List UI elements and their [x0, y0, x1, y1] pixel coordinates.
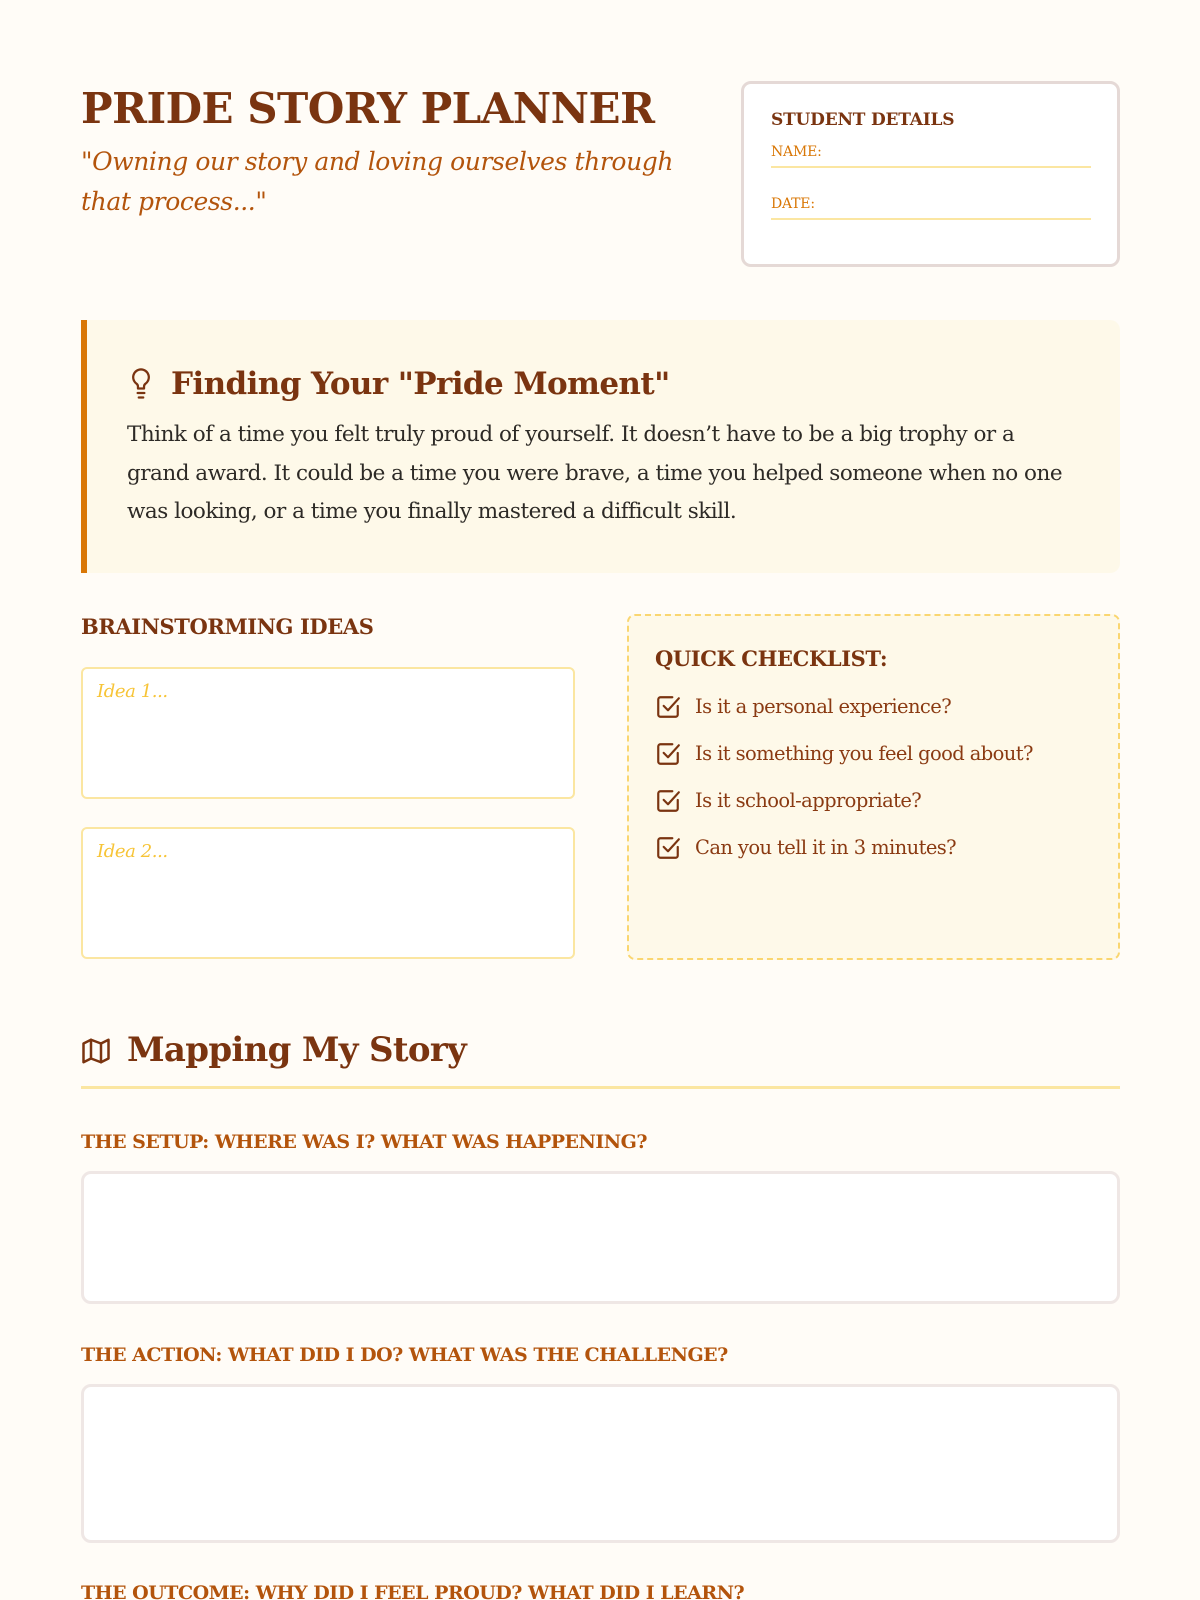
- page-title: PRIDE STORY PLANNER: [81, 84, 655, 133]
- checklist-item[interactable]: [655, 730, 1092, 777]
- checkbox-checked-icon: [655, 788, 681, 814]
- map-icon: [81, 1036, 111, 1066]
- date-label: DATE:: [771, 196, 815, 212]
- brainstorming-title: BRAINSTORMING IDEAS: [81, 614, 374, 639]
- setup-answer-box[interactable]: [81, 1171, 1120, 1304]
- setup-question-label: THE SETUP: WHERE WAS I? WHAT WAS HAPPENING?: [81, 1131, 648, 1153]
- idea-1-placeholder: Idea 1...: [97, 681, 168, 702]
- checklist-item-label: Is it school-appropriate?: [695, 789, 922, 812]
- name-label: NAME:: [771, 144, 822, 160]
- student-details-title: STUDENT DETAILS: [771, 110, 955, 130]
- checkbox-checked-icon: [655, 694, 681, 720]
- mapping-section-header: [81, 1027, 1120, 1089]
- checkbox-checked-icon: [655, 741, 681, 767]
- date-field[interactable]: [771, 196, 1091, 220]
- action-answer-box[interactable]: [81, 1384, 1120, 1543]
- pride-moment-text: Think of a time you felt truly proud of yourself. It doesn’t have to be a big trophy or a grand award. It could be a time you were brave, a time you helped someone when no one was looking, or a time you finally mastered a difficult skill.: [127, 422, 1063, 524]
- pride-moment-callout: [81, 320, 1120, 573]
- student-details-card: [741, 81, 1120, 267]
- checklist-item[interactable]: [655, 683, 1092, 730]
- lightbulb-icon: [127, 366, 155, 402]
- checklist-item-label: Can you tell it in 3 minutes?: [695, 836, 957, 859]
- idea-1-input[interactable]: [81, 667, 575, 799]
- action-question-label: THE ACTION: WHAT DID I DO? WHAT WAS THE CHALLENGE?: [81, 1344, 728, 1366]
- quick-checklist: [627, 614, 1120, 960]
- checklist-item-label: Is it a personal experience?: [695, 695, 952, 718]
- checklist-item-label: Is it something you feel good about?: [695, 742, 1033, 765]
- outcome-question-label: THE OUTCOME: WHY DID I FEEL PROUD? WHAT DID I LEARN?: [81, 1582, 745, 1600]
- idea-2-input[interactable]: [81, 827, 575, 959]
- pride-moment-title: Finding Your "Pride Moment": [171, 366, 670, 402]
- worksheet-page: [81, 0, 1120, 1600]
- mapping-title: Mapping My Story: [127, 1030, 467, 1070]
- page-subtitle-quote: "Owning our story and loving ourselves through that process...": [81, 147, 674, 216]
- pride-moment-header: [127, 362, 1080, 406]
- checkbox-checked-icon: [655, 835, 681, 861]
- checklist-item[interactable]: [655, 824, 1092, 871]
- idea-2-placeholder: Idea 2...: [97, 841, 168, 862]
- name-field[interactable]: [771, 144, 1091, 168]
- checklist-title: QUICK CHECKLIST:: [655, 646, 888, 671]
- checklist-item[interactable]: [655, 777, 1092, 824]
